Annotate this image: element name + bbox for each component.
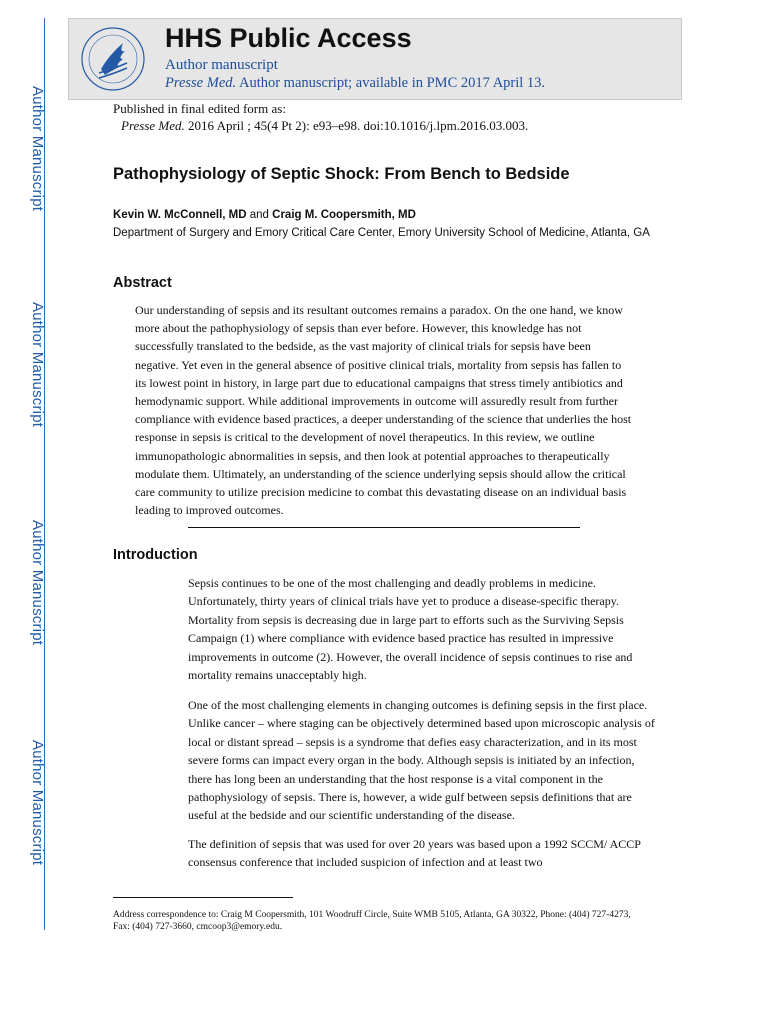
intro-paragraph-2: One of the most challenging elements in changing outcomes is defining sepsis in the first place. Unlike cancer – where staging can be objectively determined based upon microscopic analysis of local or distant spread – sepsis is a syndrome that defies easy characterization, and in its most severe forms can impact every organ in the body. Although sepsis is initiated by an infection, there has long been an understanding that the host response is a vital component in the pathophysiology of sepsis. There is, however, a wide gulf between sepsis definitions that are useful at the bedside and our scientific understanding of the disease. [188,698,655,823]
intro-paragraph-3: The definition of sepsis that was used for over 20 years was based upon a 1992 SCCM/ ACCP consensus conference that included suspicion of infection and at least two [188,837,641,870]
hhs-title: HHS Public Access [165,23,412,53]
correspondence-footnote: Address correspondence to: Craig M Coopersmith, 101 Woodruff Circle, Suite WMB 5105, Atlanta, GA 30322, Phone: (404) 727-4273, Fax: (404) 727-3660, cmcoop3@emory.edu. [113,910,631,932]
published-label: Published in final edited form as: [113,101,286,116]
author-line [113,206,653,224]
introduction-heading: Introduction [113,547,198,563]
hhs-eagle-seal-icon [79,25,147,93]
availability-line [165,75,545,92]
side-label-author-manuscript: Author Manuscript [29,520,46,646]
author-conjunction: and [249,209,269,221]
availability-text: Author manuscript; available in PMC 2017 April 13. [238,75,546,91]
abstract-heading: Abstract [113,275,172,291]
citation-journal: Presse Med. [121,118,185,133]
manuscript-status: Author manuscript [165,57,278,73]
citation-details: 2016 April ; 45(4 Pt 2): e93–e98. doi:10.1016/j.lpm.2016.03.003. [188,118,529,133]
journal-name: Presse Med. [165,75,237,91]
author-block [113,206,653,242]
publication-info [113,100,528,134]
hhs-header-banner [68,18,682,100]
side-label-author-manuscript: Author Manuscript [29,86,46,212]
author-name: Kevin W. McConnell, MD [113,209,247,221]
intro-paragraph-1: Sepsis continues to be one of the most challenging and deadly problems in medicine. Unfortunately, thirty years of clinical trials have yet to produce a disease-specific therapy. Mortality from sepsis is decreasing due in large part to efforts such as the Surviving Sepsis Campaign (1) where compliance with evidence based practice has resulted in impressive improvements in outcome (2). However, the overall incidence of sepsis continues to rise and mortality remains unacceptably high. [188,576,633,683]
author-name: Craig M. Coopersmith, MD [272,209,416,221]
abstract-divider [188,527,580,528]
footnote-rule [113,897,293,898]
side-label-author-manuscript: Author Manuscript [29,302,46,428]
abstract-text: Our understanding of sepsis and its resultant outcomes remains a paradox. On the one hand, we know more about the pathophysiology of sepsis than ever before. However, this knowledge has not successfully translated to the bedside, as the vast majority of clinical trials for sepsis have been negative. Yet even in the general absence of positive clinical trials, mortality from sepsis has fallen to its lowest point in history, in large part due to educational campaigns that stress timely antibiotics and hemodynamic support. While additional improvements in outcome will assuredly result from further compliance with evidence based practices, a deeper understanding of the science that underlies the host response in sepsis is critical to the development of novel therapeutics. In this review, we outline immunopathologic abnormalities in sepsis, and then look at potential approaches to therapeutically modulate them. Ultimately, an understanding of the science underlying sepsis should allow the critical care community to utilize precision medicine to combat this devastating disease on an individual basis leading to improved outcomes. [135,303,632,518]
affiliation: Department of Surgery and Emory Critical Care Center, Emory University School of Medicine, Atlanta, GA [113,227,650,239]
article-title: Pathophysiology of Septic Shock: From Bench to Bedside [113,165,570,183]
side-label-author-manuscript: Author Manuscript [29,740,46,866]
citation-line [113,117,528,134]
